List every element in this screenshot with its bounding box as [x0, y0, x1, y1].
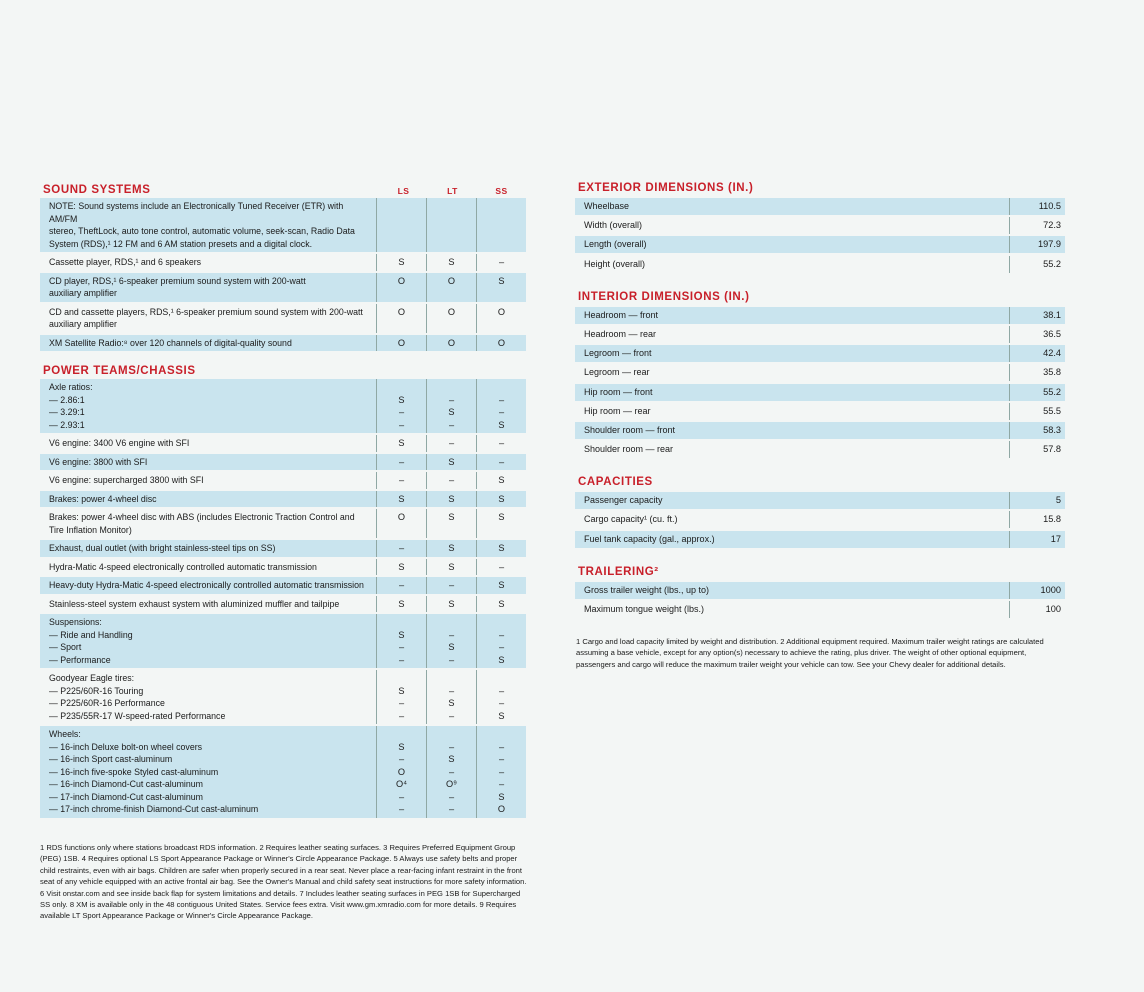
- trailering-rows: [575, 582, 1065, 618]
- availability-value: S: [398, 629, 405, 640]
- availability-value: –: [498, 407, 505, 417]
- spec-label: Hip room — front: [584, 386, 653, 397]
- availability-cell-ls: [376, 491, 426, 508]
- availability-value: S: [448, 512, 455, 522]
- feature-line: Brakes: power 4-wheel disc with ABS (includes Electronic Traction Control and: [49, 512, 355, 522]
- availability-value: –: [398, 543, 405, 553]
- right-footnotes: 1 Cargo and load capacity limited by weight and distribution. 2 Additional equipment required. Maximum trailer weight ratings are calculated assuming a base vehicle, except for any option(s) necessary to achieve the rating, plus driver. The weight of other optional equipment, passengers and cargo will reduce the maximum trailer weight your vehicle can tow. See your Chevy dealer for additional details.: [576, 637, 1044, 669]
- spec-value: 42.4: [1009, 345, 1065, 362]
- availability-value: –: [448, 654, 455, 665]
- availability-value: S: [448, 598, 455, 609]
- availability-cell-ss: [476, 198, 526, 252]
- table-row: [40, 198, 526, 252]
- spec-label: Cargo capacity¹ (cu. ft.): [584, 514, 678, 525]
- feature-line: stereo, TheftLock, auto tone control, automatic volume, seek-scan, Radio Data: [49, 226, 355, 236]
- availability-value: –: [498, 766, 505, 777]
- table-row: [40, 435, 526, 452]
- availability-cell-ss: [476, 472, 526, 489]
- availability-cell-ss: [476, 273, 526, 302]
- sound-systems-rows: [40, 198, 526, 351]
- spec-label: Wheelbase: [584, 201, 630, 211]
- availability-cell-ss: [476, 596, 526, 613]
- availability-value: O: [397, 275, 406, 286]
- spec-value: 15.8: [1009, 511, 1065, 528]
- feature-label: [40, 559, 376, 576]
- availability-value: S: [448, 642, 455, 652]
- feature-label: [40, 577, 376, 594]
- feature-line: NOTE: Sound systems include an Electronically Tuned Receiver (ETR) with AM/FM: [49, 201, 344, 224]
- table-row: [40, 472, 526, 489]
- availability-value: S: [498, 543, 505, 553]
- availability-cell-ls: [376, 577, 426, 594]
- availability-value: –: [398, 654, 405, 665]
- availability-cell-ss: [476, 335, 526, 352]
- availability-value: [477, 728, 526, 741]
- availability-cell-ls: [376, 670, 426, 724]
- availability-value: –: [448, 419, 455, 430]
- table-row: [575, 307, 1065, 324]
- feature-label: [40, 491, 376, 508]
- availability-cell-lt: [426, 335, 476, 352]
- availability-value: –: [448, 685, 455, 696]
- table-row: [40, 254, 526, 271]
- table-row: [40, 596, 526, 613]
- spec-label: Fuel tank capacity (gal., approx.): [584, 533, 715, 544]
- spec-label: Hip room — rear: [584, 405, 651, 416]
- feature-line: — 16-inch Diamond-Cut cast-aluminum: [49, 779, 204, 789]
- availability-value: S: [498, 580, 505, 590]
- availability-value: –: [398, 456, 405, 467]
- availability-cell-ss: [476, 577, 526, 594]
- spec-label: Headroom — front: [584, 309, 659, 320]
- availability-value: –: [398, 754, 405, 764]
- feature-line: Wheels:: [49, 729, 81, 739]
- feature-line: CD player, RDS,¹ 6-speaker premium sound system with 200-watt: [49, 275, 306, 286]
- availability-cell-ss: [476, 435, 526, 452]
- availability-cell-ls: [376, 379, 426, 433]
- feature-label: [40, 273, 376, 302]
- section-title: SOUND SYSTEMS: [43, 184, 151, 196]
- availability-cell-ls: [376, 304, 426, 333]
- availability-value: –: [498, 456, 505, 467]
- availability-cell-lt: [426, 273, 476, 302]
- table-row: [40, 379, 526, 433]
- availability-cell-ls: [376, 198, 426, 252]
- section-title: POWER TEAMS/CHASSIS: [43, 365, 196, 377]
- capacities-rows: [575, 492, 1065, 547]
- feature-line: — 17-inch Diamond-Cut cast-aluminum: [49, 791, 204, 802]
- feature-line: V6 engine: supercharged 3800 with SFI: [49, 475, 204, 485]
- availability-value: [377, 381, 426, 394]
- availability-value: S: [448, 561, 455, 572]
- availability-value: [427, 672, 476, 685]
- availability-value: O: [397, 306, 406, 317]
- spec-value: 17: [1009, 531, 1065, 548]
- availability-cell-lt: [426, 454, 476, 471]
- availability-value: S: [498, 493, 505, 504]
- availability-value: O⁹: [445, 779, 458, 789]
- availability-value: S: [448, 754, 455, 764]
- column-header-ls: LS: [397, 186, 410, 196]
- availability-value: S: [498, 512, 505, 522]
- feature-label: [40, 596, 376, 613]
- availability-cell-lt: [426, 304, 476, 333]
- spec-label: Shoulder room — front: [584, 424, 676, 435]
- availability-value: O: [447, 275, 456, 286]
- availability-value: –: [398, 580, 405, 590]
- table-row: [575, 198, 1065, 215]
- feature-label: [40, 335, 376, 352]
- feature-label: [40, 509, 376, 538]
- spec-label: Shoulder room — rear: [584, 444, 674, 455]
- availability-cell-lt: [426, 670, 476, 724]
- table-row: [40, 726, 526, 818]
- availability-value: –: [398, 698, 405, 708]
- table-row: [40, 454, 526, 471]
- feature-line: — 3.29:1: [49, 407, 85, 417]
- availability-value: S: [498, 275, 505, 286]
- availability-cell-lt: [426, 577, 476, 594]
- table-row: [40, 614, 526, 668]
- availability-value: S: [498, 654, 505, 665]
- feature-line: XM Satellite Radio:⁸ over 120 channels of digital-quality sound: [49, 337, 292, 348]
- availability-value: –: [498, 754, 505, 764]
- availability-value: O: [397, 512, 406, 522]
- availability-cell-ss: [476, 491, 526, 508]
- power-teams-header: [40, 357, 526, 377]
- availability-value: S: [448, 493, 455, 504]
- feature-label: [40, 198, 376, 252]
- availability-value: –: [498, 629, 505, 640]
- availability-value: S: [448, 456, 455, 467]
- availability-cell-ls: [376, 726, 426, 818]
- spec-value: 57.8: [1009, 441, 1065, 458]
- spec-value: 110.5: [1009, 198, 1065, 215]
- table-row: [40, 509, 526, 538]
- availability-value: S: [498, 710, 505, 721]
- availability-value: S: [448, 257, 455, 267]
- availability-value: –: [498, 698, 505, 708]
- availability-value: O⁴: [395, 779, 408, 789]
- feature-line: — Sport: [49, 642, 82, 652]
- availability-value: [377, 728, 426, 741]
- exterior-rows: [575, 198, 1065, 273]
- feature-label: [40, 726, 376, 818]
- feature-label: [40, 454, 376, 471]
- table-row: [575, 345, 1065, 362]
- feature-line: Tire Inflation Monitor): [49, 524, 132, 535]
- availability-cell-ss: [476, 254, 526, 271]
- spec-label: Passenger capacity: [584, 495, 663, 506]
- availability-cell-ls: [376, 335, 426, 352]
- availability-cell-ls: [376, 614, 426, 668]
- feature-line: — 16-inch five-spoke Styled cast-aluminum: [49, 766, 219, 777]
- table-row: [575, 236, 1065, 253]
- exterior-title: EXTERIOR DIMENSIONS (IN.): [578, 182, 754, 194]
- availability-value: –: [448, 741, 455, 752]
- feature-label: [40, 254, 376, 271]
- availability-value: –: [448, 766, 455, 777]
- feature-line: Stainless-steel system exhaust system with aluminized muffler and tailpipe: [49, 598, 340, 609]
- availability-value: [377, 200, 426, 213]
- table-row: [40, 670, 526, 724]
- spec-value: 72.3: [1009, 217, 1065, 234]
- availability-value: [377, 672, 426, 685]
- feature-label: [40, 435, 376, 452]
- availability-value: [477, 616, 526, 629]
- availability-cell-lt: [426, 509, 476, 538]
- availability-cell-ss: [476, 454, 526, 471]
- table-row: [40, 559, 526, 576]
- feature-label: [40, 540, 376, 557]
- table-row: [575, 384, 1065, 401]
- availability-value: S: [398, 438, 405, 448]
- feature-line: V6 engine: 3400 V6 engine with SFI: [49, 438, 190, 448]
- availability-value: –: [398, 804, 405, 814]
- spec-label: Width (overall): [584, 220, 643, 231]
- availability-value: S: [398, 598, 405, 609]
- feature-line: — 2.93:1: [49, 419, 85, 430]
- spec-label: Legroom — rear: [584, 367, 650, 378]
- availability-cell-lt: [426, 491, 476, 508]
- availability-value: –: [398, 407, 405, 417]
- table-row: [40, 304, 526, 333]
- table-row: [575, 511, 1065, 528]
- table-row: [575, 403, 1065, 420]
- availability-value: –: [498, 779, 505, 789]
- feature-line: V6 engine: 3800 with SFI: [49, 456, 148, 467]
- availability-cell-ss: [476, 670, 526, 724]
- spec-label: Headroom — rear: [584, 328, 657, 339]
- availability-value: [427, 200, 476, 213]
- feature-line: — P235/55R-17 W-speed-rated Performance: [49, 710, 226, 721]
- feature-line: System (RDS),¹ 12 FM and 6 AM station presets and a digital clock.: [49, 238, 313, 249]
- availability-value: O: [447, 337, 456, 348]
- table-row: [575, 441, 1065, 458]
- availability-cell-ls: [376, 559, 426, 576]
- availability-cell-ls: [376, 273, 426, 302]
- spec-value: 36.5: [1009, 326, 1065, 343]
- feature-label: [40, 670, 376, 724]
- availability-value: –: [498, 257, 505, 267]
- availability-cell-lt: [426, 435, 476, 452]
- spec-value: 35.8: [1009, 364, 1065, 381]
- table-row: [575, 531, 1065, 548]
- spec-value: 58.3: [1009, 422, 1065, 439]
- availability-value: O: [397, 766, 406, 777]
- trailering-title: TRAILERING²: [578, 565, 659, 578]
- availability-value: –: [398, 791, 405, 802]
- availability-cell-lt: [426, 726, 476, 818]
- feature-line: CD and cassette players, RDS,¹ 6-speaker premium sound system with 200-watt: [49, 306, 363, 317]
- availability-cell-ss: [476, 726, 526, 818]
- spec-label: Length (overall): [584, 239, 647, 250]
- availability-value: –: [398, 475, 405, 485]
- availability-value: –: [448, 475, 455, 485]
- availability-cell-ls: [376, 254, 426, 271]
- availability-value: S: [498, 791, 505, 802]
- availability-cell-ls: [376, 596, 426, 613]
- availability-value: [427, 616, 476, 629]
- spec-value: 55.2: [1009, 384, 1065, 401]
- feature-line: — 2.86:1: [49, 394, 85, 405]
- availability-cell-ls: [376, 509, 426, 538]
- availability-cell-ls: [376, 435, 426, 452]
- feature-line: Axle ratios:: [49, 382, 93, 392]
- availability-value: S: [498, 475, 505, 485]
- availability-value: [477, 672, 526, 685]
- availability-value: –: [448, 629, 455, 640]
- availability-cell-lt: [426, 379, 476, 433]
- sound-systems-header: [40, 176, 526, 196]
- capacities-title: CAPACITIES: [578, 476, 653, 489]
- availability-value: –: [498, 561, 505, 572]
- availability-value: –: [498, 642, 505, 652]
- feature-label: [40, 379, 376, 433]
- spec-label: Legroom — front: [584, 348, 652, 359]
- spec-label: Gross trailer weight (lbs., up to): [584, 584, 710, 595]
- availability-cell-ls: [376, 472, 426, 489]
- feature-table: [40, 176, 526, 820]
- table-row: [575, 601, 1065, 618]
- availability-value: S: [498, 419, 505, 430]
- availability-value: [477, 381, 526, 394]
- availability-cell-ss: [476, 304, 526, 333]
- feature-label: [40, 614, 376, 668]
- interior-rows: [575, 307, 1065, 458]
- feature-label: [40, 472, 376, 489]
- availability-value: S: [398, 493, 405, 504]
- availability-cell-lt: [426, 198, 476, 252]
- availability-value: –: [498, 438, 505, 448]
- spec-value: 55.5: [1009, 403, 1065, 420]
- column-header-ss: SS: [495, 186, 508, 196]
- feature-line: Exhaust, dual outlet (with bright stainless-steel tips on SS): [49, 543, 276, 553]
- feature-line: — P225/60R-16 Touring: [49, 685, 144, 696]
- availability-value: –: [448, 791, 455, 802]
- availability-value: –: [498, 741, 505, 752]
- availability-cell-lt: [426, 472, 476, 489]
- table-row: [575, 364, 1065, 381]
- feature-line: — Ride and Handling: [49, 629, 133, 640]
- availability-value: S: [398, 741, 405, 752]
- availability-value: S: [498, 598, 505, 609]
- availability-cell-ss: [476, 540, 526, 557]
- column-header-lt: LT: [447, 186, 458, 196]
- availability-value: –: [448, 710, 455, 721]
- availability-value: S: [398, 561, 405, 572]
- spec-value: 100: [1009, 601, 1065, 618]
- availability-value: –: [448, 804, 455, 814]
- power-teams-rows: [40, 379, 526, 818]
- feature-line: Brakes: power 4-wheel disc: [49, 493, 157, 504]
- availability-value: –: [498, 394, 505, 405]
- availability-value: S: [448, 407, 455, 417]
- availability-value: –: [398, 419, 405, 430]
- availability-value: S: [398, 685, 405, 696]
- left-footnotes: 1 RDS functions only where stations broadcast RDS information. 2 Requires leather seating surfaces. 3 Requires Preferred Equipment Group (PEG) 1SB. 4 Requires optional LS Sport Appearance Package or Winner's Circle Appearance Package. 5 Always use safety belts and proper child restraints, even with air bags. Children are safer when properly secured in a rear seat. Never place a rear-facing infant restraint in the front seat of any vehicle equipped with an active frontal air bag. See the Owner's Manual and child safety seat instructions for more safety information. 6 Visit onstar.com and see inside back flap for system limitations and details. 7 Includes leather seating surfaces in PEG 1SB for Supercharged SS only. 8 XM is available only in the 48 contiguous United States. Service fees extra. Visit www.gm.xmradio.com for more details. 9 Requires available LT Sport Appearance Package or Winner's Circle Appearance Package.: [40, 843, 527, 921]
- availability-cell-ss: [476, 614, 526, 668]
- availability-value: [427, 728, 476, 741]
- feature-line: auxiliary amplifier: [49, 288, 117, 298]
- availability-value: S: [448, 698, 455, 708]
- feature-line: Suspensions:: [49, 617, 102, 627]
- availability-value: O: [497, 306, 506, 317]
- availability-cell-lt: [426, 559, 476, 576]
- table-row: [40, 491, 526, 508]
- spec-label: Maximum tongue weight (lbs.): [584, 604, 705, 614]
- availability-cell-lt: [426, 540, 476, 557]
- availability-value: O: [497, 337, 506, 348]
- feature-label: [40, 304, 376, 333]
- table-row: [575, 492, 1065, 509]
- feature-line: — Performance: [49, 654, 111, 665]
- spec-value: 197.9: [1009, 236, 1065, 253]
- spec-label: Height (overall): [584, 258, 646, 269]
- availability-value: O: [397, 337, 406, 348]
- table-row: [575, 256, 1065, 273]
- feature-line: auxiliary amplifier: [49, 319, 117, 329]
- spec-value: 55.2: [1009, 256, 1065, 273]
- interior-title: INTERIOR DIMENSIONS (IN.): [578, 290, 750, 303]
- table-row: [575, 217, 1065, 234]
- spec-value: 38.1: [1009, 307, 1065, 324]
- spec-value: 5: [1009, 492, 1065, 509]
- availability-value: –: [398, 710, 405, 721]
- availability-cell-ss: [476, 509, 526, 538]
- table-row: [575, 326, 1065, 343]
- availability-value: –: [448, 580, 455, 590]
- availability-cell-lt: [426, 614, 476, 668]
- feature-line: Heavy-duty Hydra-Matic 4-speed electronically controlled automatic transmission: [49, 580, 364, 590]
- dimensions-table: [575, 178, 1065, 620]
- availability-value: –: [398, 642, 405, 652]
- feature-line: Hydra-Matic 4-speed electronically controlled automatic transmission: [49, 561, 317, 572]
- availability-value: [427, 381, 476, 394]
- feature-line: Goodyear Eagle tires:: [49, 673, 135, 683]
- table-row: [575, 422, 1065, 439]
- feature-line: — 16-inch Sport cast-aluminum: [49, 754, 173, 764]
- availability-value: S: [398, 394, 405, 405]
- availability-value: S: [448, 543, 455, 553]
- availability-value: O: [447, 306, 456, 317]
- feature-line: — 16-inch Deluxe bolt-on wheel covers: [49, 741, 203, 752]
- table-row: [575, 582, 1065, 599]
- availability-cell-lt: [426, 596, 476, 613]
- feature-line: — P225/60R-16 Performance: [49, 698, 165, 708]
- availability-value: S: [398, 257, 405, 267]
- spec-value: 1000: [1009, 582, 1065, 599]
- table-row: [40, 540, 526, 557]
- feature-line: — 17-inch chrome-finish Diamond-Cut cast-aluminum: [49, 804, 259, 814]
- availability-cell-ss: [476, 379, 526, 433]
- table-row: [40, 273, 526, 302]
- feature-line: Cassette player, RDS,¹ and 6 speakers: [49, 257, 202, 267]
- table-row: [40, 335, 526, 352]
- availability-value: –: [448, 438, 455, 448]
- availability-cell-ls: [376, 454, 426, 471]
- availability-value: O: [497, 804, 506, 814]
- availability-value: [477, 200, 526, 213]
- availability-value: [377, 616, 426, 629]
- availability-cell-ss: [476, 559, 526, 576]
- availability-value: –: [448, 394, 455, 405]
- availability-value: –: [498, 685, 505, 696]
- availability-cell-lt: [426, 254, 476, 271]
- availability-cell-ls: [376, 540, 426, 557]
- table-row: [40, 577, 526, 594]
